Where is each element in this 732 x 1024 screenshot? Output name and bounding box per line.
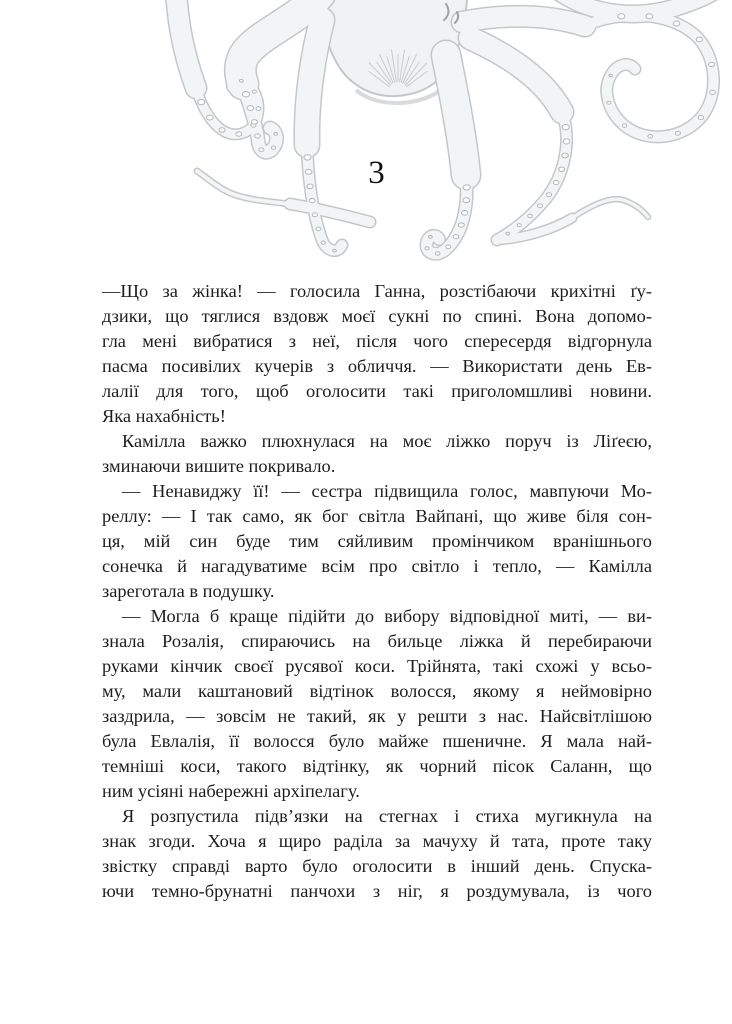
text-line: зминаючи вишите покривало. — [102, 456, 336, 476]
text-line: ючи темно-брунатні панчохи з ніг, я роздумувала, із чого — [102, 881, 652, 901]
text-line: му, мали каштановий відтінок волосся, якому я неймовірно — [102, 681, 652, 701]
text-line: знак згоди. Хоча я щиро раділа за мачуху й тата, проте таку — [102, 831, 652, 851]
paragraph — [102, 604, 652, 804]
text-line: лалії для того, щоб оголосити такі приголомшливі новини. — [102, 381, 652, 401]
text-line: руками кінчик своєї русявої коси. Трійнята, такі схожі у всьо- — [102, 656, 652, 676]
text-line: ця, мій син буде тим сяйливим промінчиком вранішнього — [102, 531, 652, 551]
text-line: Камілла важко плюхнулася на моє ліжко поруч із Ліґеєю, — [122, 431, 652, 451]
paragraph — [102, 804, 652, 904]
paragraph — [102, 479, 652, 604]
text-line: — Ненавиджу її! — сестра підвищила голос, мавпуючи Мо- — [122, 481, 652, 501]
octopus-illustration — [0, 0, 732, 270]
text-line: знала Розалія, спираючись на бильце ліжка й перебираючи — [102, 631, 652, 651]
text-line: була Евлалія, її волосся було майже пшеничне. Я мала най- — [102, 731, 652, 751]
text-line: реллу: — І так само, як бог світла Вайпані, що живе біля сон- — [102, 506, 652, 526]
text-line: гла мені вибратися з неї, після чого спересердя відгорнула — [102, 331, 652, 351]
text-line: —Що за жінка! — голосила Ганна, розстібаючи крихітні ґу- — [102, 281, 652, 301]
paragraph — [102, 429, 652, 479]
body-text — [102, 279, 652, 904]
text-line: заздрила, — зовсім не такий, як у решти з нас. Найсвітлішою — [102, 706, 652, 726]
text-line: Яка нахабність! — [102, 406, 226, 426]
text-line: — Могла б краще підійти до вибору відповідної миті, — ви- — [122, 606, 652, 626]
text-line: темніші коси, такого відтінку, як чорний пісок Саланн, що — [102, 756, 652, 776]
paragraph — [102, 279, 652, 429]
text-line: звістку справді варто було оголосити в інший день. Спуска- — [102, 856, 652, 876]
text-line: сонечка й нагадуватиме всім про світло і тепло, — Камілла — [102, 556, 652, 576]
text-line: зареготала в подушку. — [102, 581, 275, 601]
chapter-number: 3 — [368, 155, 386, 191]
text-line: Я розпустила підв’язки на стегнах і стиха мугикнула на — [122, 806, 652, 826]
text-line: пасма посивілих кучерів з обличчя. — Використати день Ев- — [102, 356, 652, 376]
text-line: дзики, що тяглися вздовж моєї сукні по спині. Вона допомо- — [102, 306, 652, 326]
text-line: ним усіяні набережні архіпелагу. — [102, 781, 360, 801]
